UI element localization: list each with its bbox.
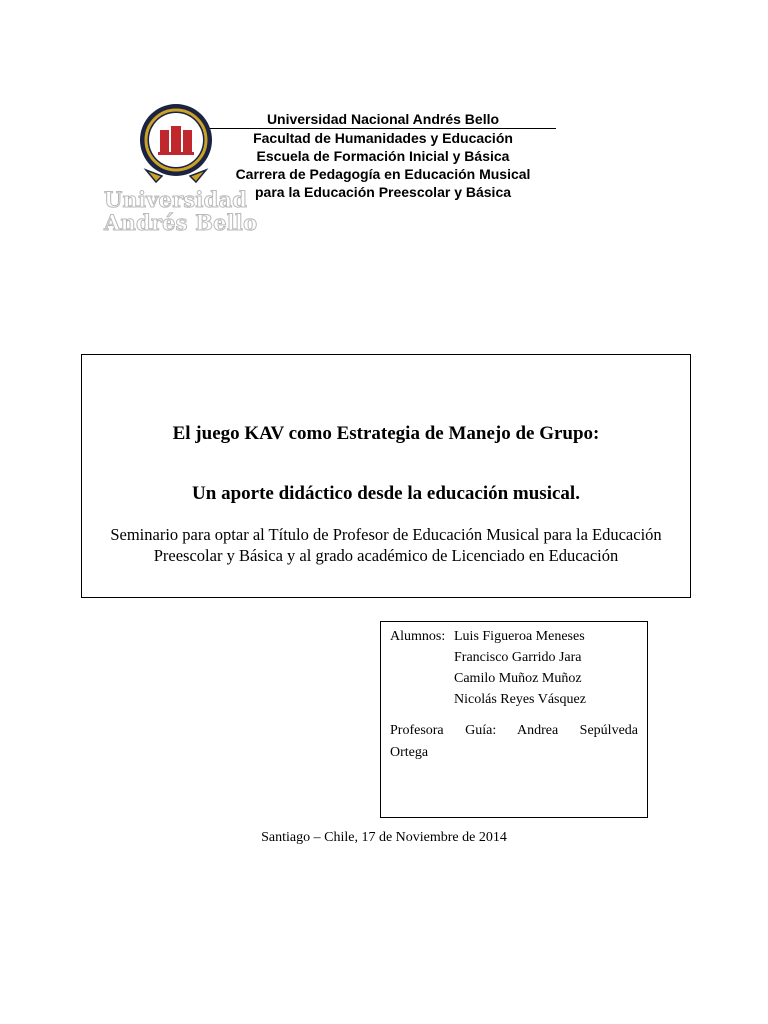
place-and-date: Santiago – Chile, 17 de Noviembre de 2014 xyxy=(261,830,507,845)
student-name: Nicolás Reyes Vásquez xyxy=(454,692,586,707)
university-seal-icon xyxy=(138,100,214,186)
description-line-1: Seminario para optar al Título de Profesor de Educación Musical para la Educación xyxy=(110,525,662,544)
wordmark-line-1: Universidad xyxy=(104,187,248,212)
wordmark-line-2: Andrés Bello xyxy=(104,210,258,235)
school-name: Escuela de Formación Inicial y Básica xyxy=(256,148,510,164)
student-name: Camilo Muñoz Muñoz xyxy=(454,671,582,686)
thesis-description xyxy=(90,524,682,566)
student-name: Francisco Garrido Jara xyxy=(454,650,582,665)
title-box xyxy=(81,354,691,598)
description-line-2: Preescolar y Básica y al grado académico de Licenciado en Educación xyxy=(153,546,619,565)
students-label: Alumnos: xyxy=(390,629,446,644)
career-name-line-2: para la Educación Preescolar y Básica xyxy=(254,184,512,200)
university-name: Universidad Nacional Andrés Bello xyxy=(210,110,556,129)
authors-box xyxy=(380,621,648,818)
guide-professor-line-1: Profesora Guía: Andrea Sepúlveda xyxy=(390,723,638,738)
student-name: Luis Figueroa Meneses xyxy=(454,629,585,644)
career-name-line-1: Carrera de Pedagogía en Educación Musical xyxy=(235,166,531,182)
thesis-subtitle: Un aporte didáctico desde la educación musical. xyxy=(192,483,580,504)
faculty-name: Facultad de Humanidades y Educación xyxy=(253,130,513,146)
thesis-title: El juego KAV como Estrategia de Manejo de Grupo: xyxy=(172,423,600,444)
guide-professor-line-2: Ortega xyxy=(390,745,429,760)
institution-header xyxy=(210,110,556,201)
